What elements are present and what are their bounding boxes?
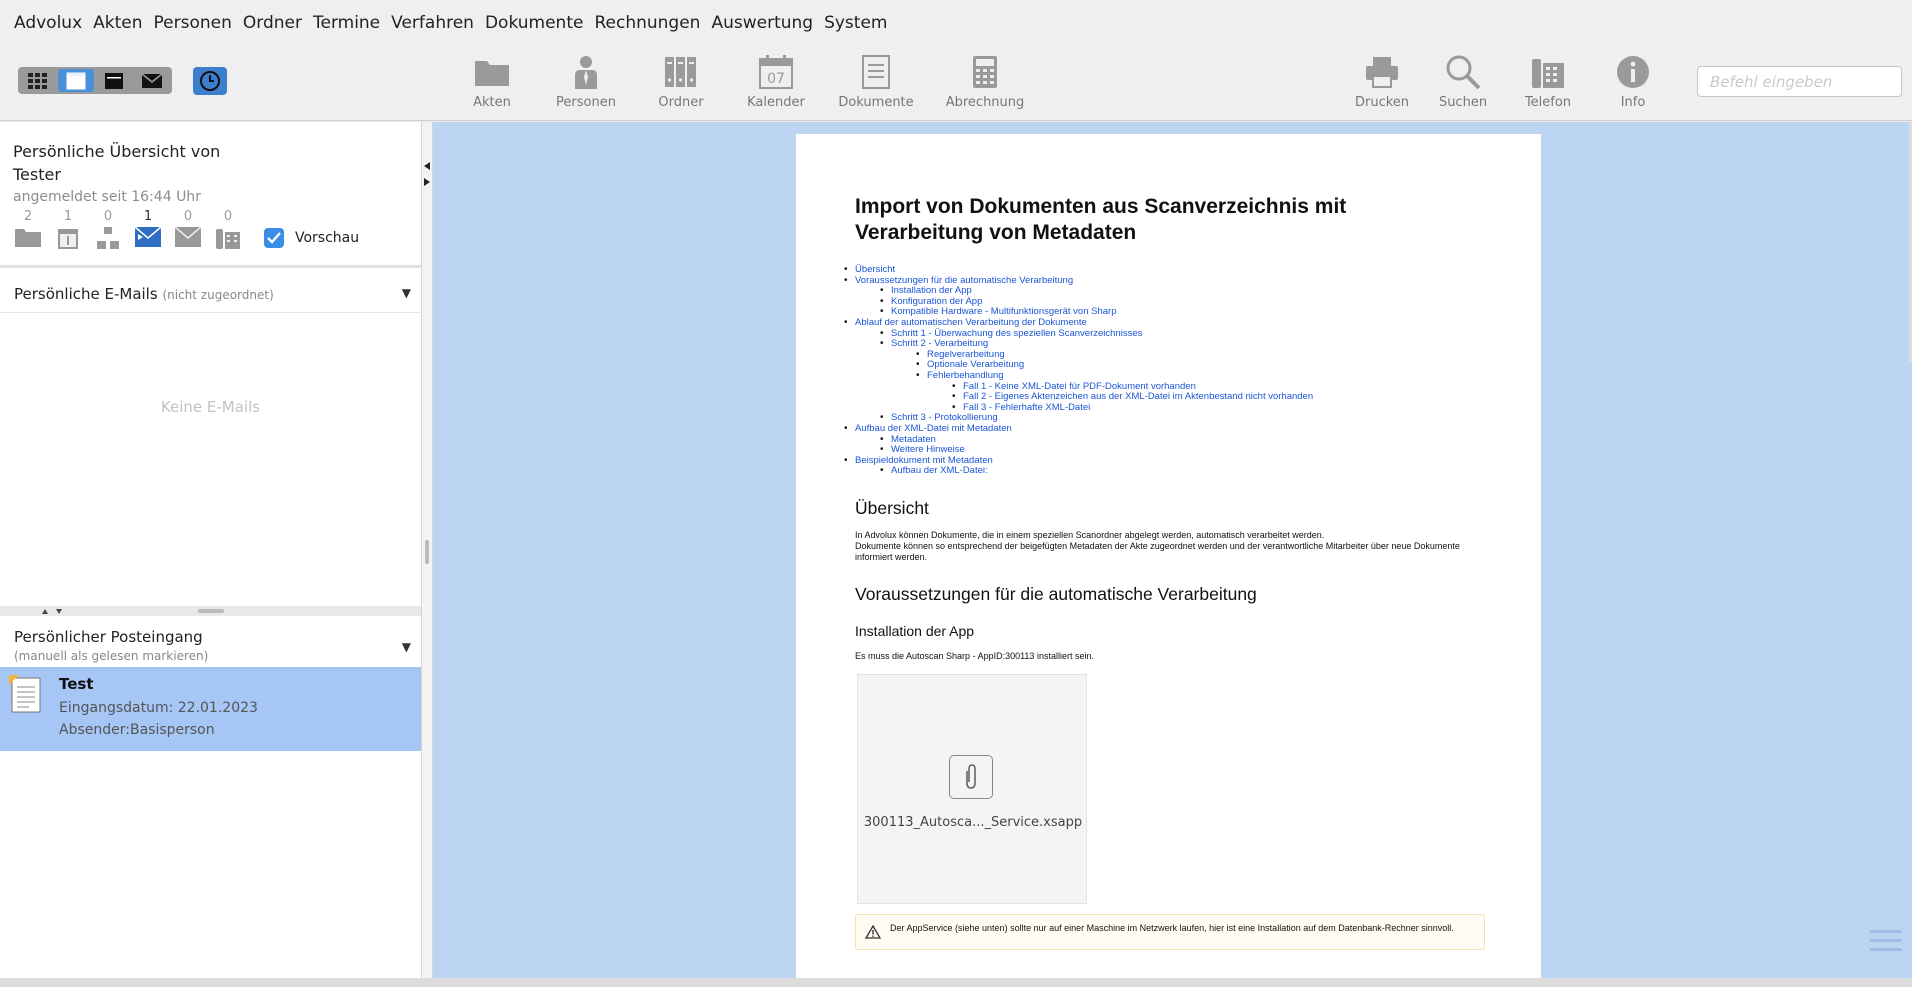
toc-link[interactable]: • Fehlerbehandlung: [927, 371, 1515, 382]
toolbar-kalender-label: Kalender: [747, 95, 805, 110]
emails-empty-text: Keine E-Mails: [160, 398, 261, 416]
view-mail-button[interactable]: [134, 69, 170, 92]
warning-text: Der AppService (siehe unten) sollte nur auf einer Maschine im Netzwerk laufen, hier ist eine Installation auf dem Datenbank-Rechner sinnvoll.: [890, 923, 1454, 933]
document-icon: [862, 55, 890, 89]
binders-icon: [664, 56, 698, 88]
toc-link[interactable]: • Beispieldokument mit Metadaten: [855, 456, 1515, 467]
toolbar-telefon-button[interactable]: [1503, 52, 1593, 110]
panel-splitter[interactable]: [421, 122, 433, 978]
toolbar-info-label: Info: [1620, 95, 1646, 110]
left-panel: [0, 122, 421, 978]
grid-icon: [28, 73, 48, 89]
attachment-card[interactable]: [857, 674, 1087, 904]
emails-subtitle: (nicht zugeordnet): [162, 288, 274, 302]
toc-link[interactable]: • Regelverarbeitung: [927, 350, 1515, 361]
counter-termine[interactable]: [53, 210, 83, 250]
toc-link[interactable]: • Aufbau der XML-Datei mit Metadaten: [855, 424, 1515, 435]
paragraph-overview-1: In Advolux können Dokumente, die in einem speziellen Scanordner abgelegt werden, automatisch verarbeitet werden.: [855, 530, 1325, 540]
inbox-title: Persönlicher Posteingang: [14, 628, 203, 646]
toolbar-abrechnung-button[interactable]: [940, 52, 1030, 110]
mail-icon: [174, 226, 202, 248]
menu-advolux[interactable]: Advolux: [14, 13, 83, 33]
warning-box: [855, 914, 1485, 950]
menu-termine[interactable]: Termine: [312, 13, 381, 33]
toc-link[interactable]: • Ablauf der automatischen Verarbeitung der Dokumente: [855, 318, 1515, 329]
counter-telefon[interactable]: [213, 210, 243, 250]
toolbar-suchen-label: Suchen: [1438, 95, 1488, 110]
divider: [0, 265, 421, 268]
divider: [0, 312, 421, 313]
search-icon: [1445, 54, 1481, 90]
emails-section-title: [14, 285, 274, 303]
toc-link[interactable]: • Installation der App: [891, 286, 1515, 297]
toc-link[interactable]: • Fall 1 - Keine XML-Datei für PDF-Dokument vorhanden: [963, 382, 1515, 393]
table-of-contents: [855, 265, 1515, 477]
calendar-icon: [57, 226, 79, 250]
preview-label: Vorschau: [295, 230, 360, 246]
menu-verfahren[interactable]: Verfahren: [391, 13, 474, 33]
counter-akten[interactable]: [13, 210, 43, 248]
toolbar-ordner-button[interactable]: [636, 52, 726, 110]
up-down-arrows-icon: [40, 607, 66, 615]
heading-install: Installation der App: [855, 623, 975, 639]
toc-link[interactable]: • Übersicht: [855, 265, 1515, 276]
inbox-subtitle: (manuell als gelesen markieren): [14, 649, 209, 663]
section-resize-handle[interactable]: [0, 606, 421, 616]
hamburger-icon: [1870, 930, 1902, 952]
toc-link[interactable]: • Fall 2 - Eigenes Aktenzeichen aus der XML-Datei im Aktenbestand nicht vorhanden: [963, 392, 1515, 403]
collapse-left-icon: [424, 162, 430, 170]
toolbar-info-button[interactable]: [1588, 52, 1678, 110]
toolbar-personen-label: Personen: [556, 95, 616, 110]
toolbar-dokumente-label: Dokumente: [838, 95, 914, 110]
toc-link[interactable]: • Fall 3 - Fehlerhafte XML-Datei: [963, 403, 1515, 414]
overview-user: Tester: [13, 165, 61, 184]
paragraph-install: Es muss die Autoscan Sharp - AppID:300113 installiert sein.: [855, 651, 1094, 661]
inbox-item-name: Test: [59, 675, 94, 693]
view-grid-button[interactable]: [20, 69, 56, 92]
heading-overview: Übersicht: [855, 498, 929, 518]
preview-checkbox[interactable]: [264, 228, 284, 248]
toolbar-ordner-label: Ordner: [658, 95, 704, 110]
document-title: Import von Dokumenten aus Scanverzeichnis mit Verarbeitung von Metadaten: [855, 195, 1347, 244]
toc-link[interactable]: • Metadaten: [891, 435, 1515, 446]
inbox-list-item[interactable]: [0, 667, 421, 751]
splitter-grip[interactable]: [425, 540, 429, 564]
toc-link[interactable]: • Voraussetzungen für die automatische Verarbeitung: [855, 276, 1515, 287]
menu-dokumente[interactable]: Dokumente: [484, 13, 584, 33]
view-window-button[interactable]: [96, 69, 132, 92]
toc-link[interactable]: • Konfiguration der App: [891, 297, 1515, 308]
toc-link[interactable]: • Aufbau der XML-Datei:: [891, 466, 1515, 477]
paperclip-icon: [960, 763, 982, 791]
counter-eingang-count: 0: [183, 209, 193, 224]
toc-link[interactable]: • Optionale Verarbeitung: [927, 360, 1515, 371]
toolbar-drucken-label: Drucken: [1354, 95, 1410, 110]
counter-verfahren-count: 0: [103, 209, 113, 224]
checkmark-icon: [267, 232, 281, 244]
menu-personen[interactable]: Personen: [153, 13, 232, 33]
attachment-name: 300113_Autosca..._Service.xsapp: [863, 815, 1083, 830]
document-icon: [9, 675, 43, 713]
clock-icon: [199, 70, 221, 92]
toolbar-drucken-button[interactable]: [1337, 52, 1427, 110]
toc-link[interactable]: • Schritt 2 - Verarbeitung: [891, 339, 1515, 350]
heading-requirements: Voraussetzungen für die automatische Verarbeitung: [855, 584, 1257, 604]
menu-rechnungen[interactable]: Rechnungen: [594, 13, 701, 33]
toolbar-akten-button[interactable]: [447, 52, 537, 110]
counter-eingang[interactable]: [173, 210, 203, 248]
overview-header: [13, 140, 413, 205]
inbox-item-sender: Absender:Basisperson: [59, 722, 215, 738]
org-icon: [96, 226, 120, 250]
inbox-item-date: Eingangsdatum: 22.01.2023: [59, 700, 258, 716]
counter-telefon-count: 0: [223, 209, 233, 224]
toc-link[interactable]: • Weitere Hinweise: [891, 445, 1515, 456]
menu-ordner[interactable]: Ordner: [242, 13, 302, 33]
emails-collapse-toggle[interactable]: ▼: [401, 286, 411, 300]
toolbar-personen-button[interactable]: [541, 52, 631, 110]
counter-ausgang-count: 1: [143, 209, 153, 224]
view-document-button[interactable]: [58, 69, 94, 92]
toc-link[interactable]: • Schritt 3 - Protokollierung: [891, 413, 1515, 424]
warning-icon: [865, 925, 881, 939]
preview-toggle[interactable]: [264, 228, 359, 248]
inbox-section-title: [14, 628, 208, 664]
calendar-day-number: 07: [767, 71, 785, 87]
person-icon: [573, 55, 599, 89]
logged-in-text: angemeldet seit 16:44 Uhr: [13, 189, 201, 205]
mail-icon: [141, 73, 163, 89]
menu-akten[interactable]: Akten: [93, 13, 143, 33]
counter-verfahren[interactable]: [93, 210, 123, 250]
overview-title: Persönliche Übersicht von: [13, 142, 221, 161]
phone-icon: [215, 226, 241, 250]
clock-button[interactable]: [193, 67, 227, 95]
menu-handle[interactable]: [1870, 930, 1902, 956]
document-preview[interactable]: [433, 122, 1912, 978]
toolbar-akten-label: Akten: [473, 95, 511, 110]
toc-link[interactable]: • Kompatible Hardware - Multifunktionsgerät von Sharp: [891, 307, 1515, 318]
toolbar-telefon-label: Telefon: [1524, 95, 1572, 110]
folder-icon: [474, 57, 510, 87]
view-mode-switcher: [18, 67, 172, 94]
document-page: [796, 134, 1541, 978]
counter-ausgang[interactable]: [133, 210, 163, 248]
toolbar-kalender-button[interactable]: [731, 52, 821, 110]
calendar-icon: [759, 55, 793, 89]
toc-link[interactable]: • Schritt 1 - Überwachung des speziellen Scanverzeichnisses: [891, 329, 1515, 340]
emails-title: Persönliche E-Mails: [14, 285, 158, 303]
menu-auswertung[interactable]: Auswertung: [711, 13, 814, 33]
counter-termine-count: 1: [63, 209, 73, 224]
mail-send-icon: [134, 226, 162, 248]
expand-right-icon: [424, 178, 430, 186]
printer-icon: [1365, 56, 1399, 88]
calculator-icon: [972, 55, 998, 89]
menu-system[interactable]: System: [824, 13, 888, 33]
counter-akten-count: 2: [23, 209, 33, 224]
phone-icon: [1531, 55, 1565, 89]
toolbar-suchen-button[interactable]: [1418, 52, 1508, 110]
window-icon: [104, 72, 124, 90]
status-bar: [0, 978, 1912, 987]
toolbar-dokumente-button[interactable]: [831, 52, 921, 110]
folder-icon: [14, 226, 42, 248]
command-input[interactable]: [1697, 66, 1902, 97]
drag-grip[interactable]: [198, 609, 224, 613]
info-icon: [1616, 55, 1650, 89]
menubar: [0, 0, 1912, 46]
paragraph-overview-2: Dokumente können so entsprechend der beigefügten Metadaten der Akte zugeordnet werden und der verantwortliche Mitarbeiter über neue Dokumente informiert werden.: [855, 541, 1460, 562]
inbox-collapse-toggle[interactable]: ▼: [401, 640, 411, 654]
toolbar: [0, 46, 1912, 121]
document-view-icon: [66, 72, 86, 90]
toolbar-abrechnung-label: Abrechnung: [945, 95, 1025, 110]
